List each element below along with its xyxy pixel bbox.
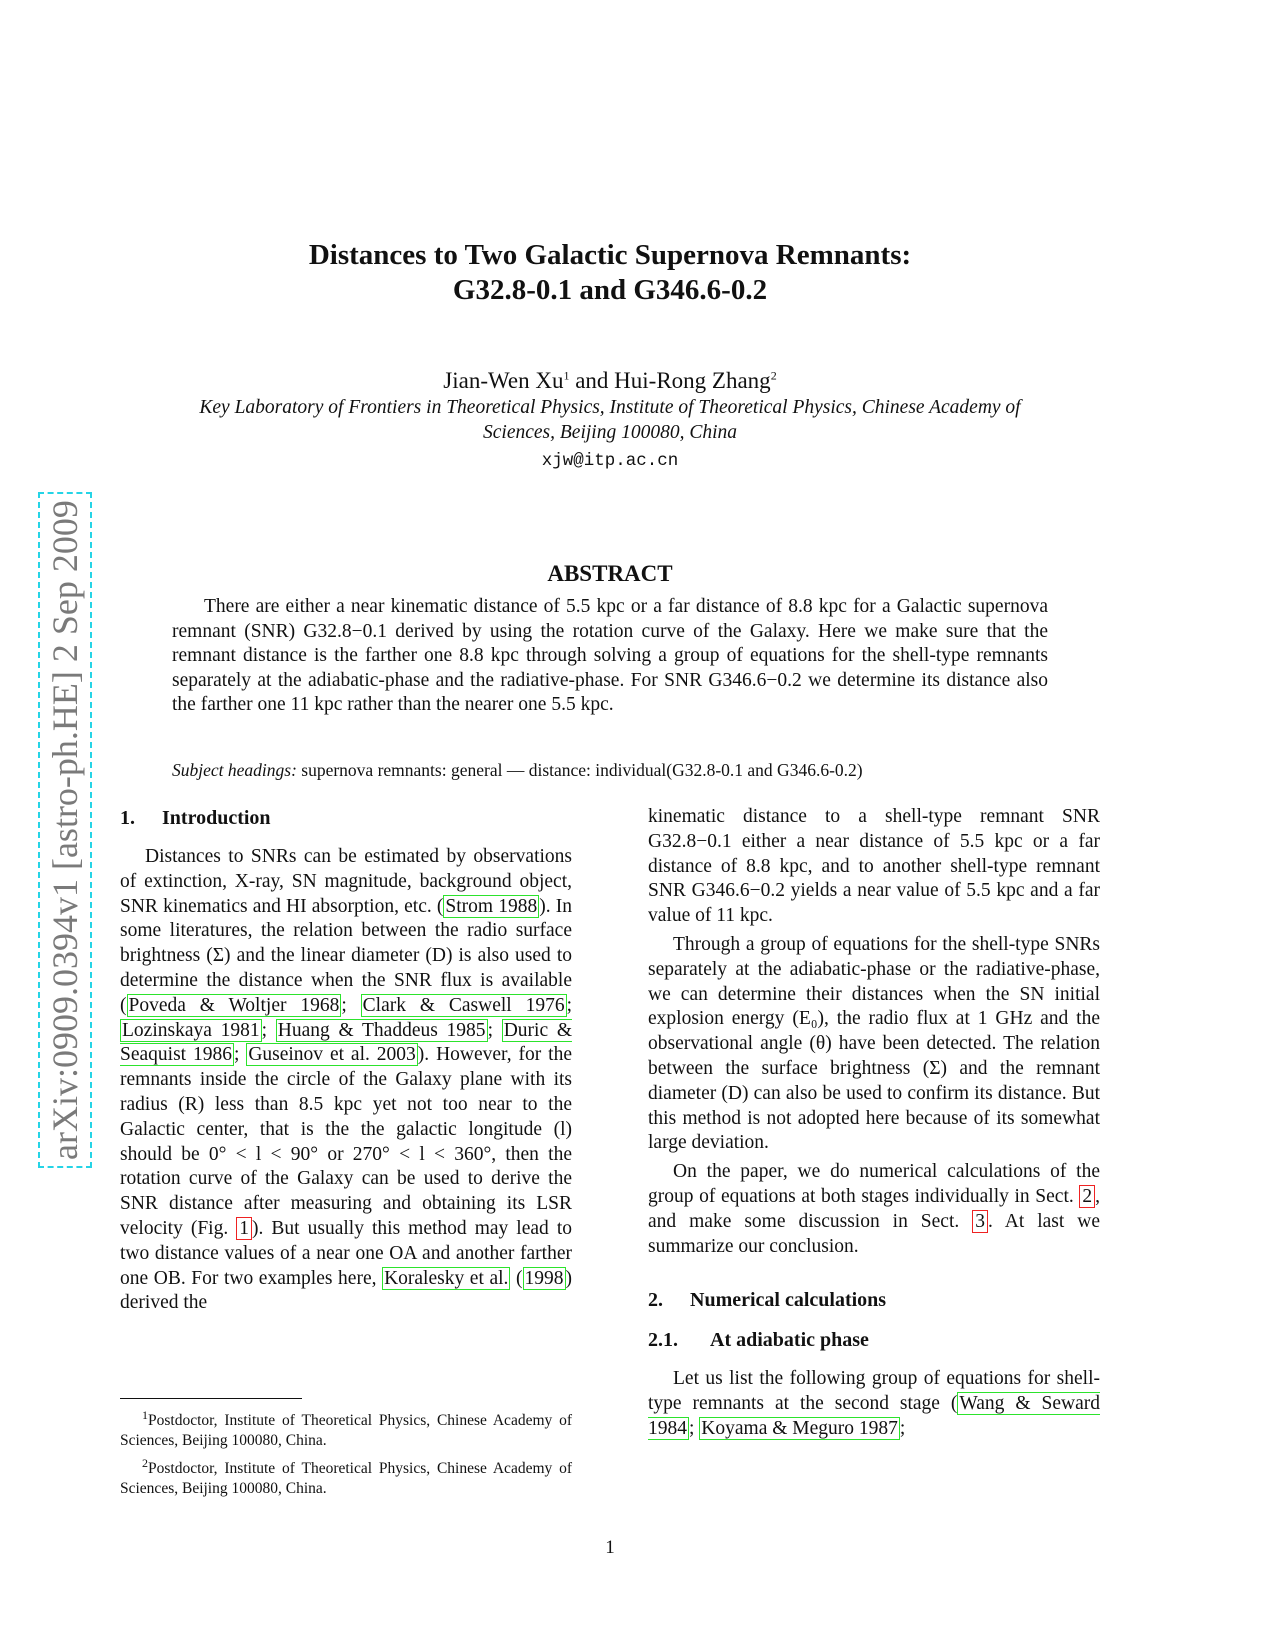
author-2-footnote-mark[interactable]: 2 — [770, 368, 777, 383]
section-1-number: 1. — [120, 807, 135, 829]
citation-huang-thaddeus-1985[interactable]: Huang & Thaddeus 1985 — [277, 1019, 486, 1041]
footnote-1 — [120, 1405, 572, 1451]
adiabatic-text: Let us list the following group of equations for shell-type remnants at the second stage ( — [648, 1368, 1100, 1415]
intro-continuation: kinematic distance to a shell-type remnant SNR G32.8−0.1 either a near distance of 5.5 kpc or a far distance of 8.8 kpc, and to another shell-type remnant SNR G346.6−0.2 yields a near value of 5.5 kpc and a far value of 11 kpc. — [648, 806, 1100, 927]
citation-koralesky-authors[interactable]: Koralesky et al. — [384, 1267, 509, 1289]
affiliation-line-2: Sciences, Beijing 100080, China — [483, 422, 737, 443]
outline-text: On the paper, we do numerical calculations of the group of equations at both stages individually in Sect. — [648, 1161, 1100, 1207]
figure-1-ref[interactable]: 1 — [236, 1217, 252, 1240]
subject-headings-text: supernova remnants: general — distance: individual(G32.8-0.1 and G346.6-0.2) — [296, 760, 863, 780]
subsection-2-1-number: 2.1. — [648, 1329, 678, 1352]
outline-text: . At last we summarize our conclusion. — [648, 1210, 1100, 1257]
subsection-2-1-title: At adiabatic phase — [710, 1329, 869, 1352]
section-2-ref[interactable]: 2 — [1079, 1185, 1095, 1208]
section-1-heading — [120, 805, 572, 831]
citation-lozinskaya-1981[interactable]: Lozinskaya 1981 — [122, 1019, 260, 1041]
adiabatic-paragraph — [648, 1367, 1100, 1441]
subject-headings — [172, 760, 1062, 781]
author-1: Jian-Wen Xu — [443, 368, 564, 393]
intro-text: ) derived the — [120, 1267, 572, 1314]
section-2-number: 2. — [648, 1289, 663, 1312]
right-column — [648, 805, 1100, 1442]
citation-poveda-woltjer-1968[interactable]: Poveda & Woltjer 1968 — [128, 994, 340, 1016]
footnote-2-mark: 2 — [142, 1456, 148, 1471]
paper-title — [0, 238, 1220, 308]
author-2: Hui-Rong Zhang — [614, 368, 771, 393]
citation-separator: ; — [487, 1019, 502, 1041]
citation-guseinov-2003[interactable]: Guseinov et al. 2003 — [248, 1044, 416, 1066]
intro-text: Distances to SNRs can be estimated by observations of extinction, X-ray, SN magnitude, background object, SNR kinematics and HI absorption, etc. ( — [120, 846, 572, 917]
left-column — [120, 805, 572, 1316]
footnote-1-mark: 1 — [142, 1408, 148, 1422]
citation-koralesky-1998[interactable]: 1998 — [524, 1267, 564, 1289]
subsection-2-1-heading — [648, 1327, 1100, 1353]
title-line-1: Distances to Two Galactic Supernova Remnants: — [308, 239, 912, 271]
citation-koyama-meguro-1987[interactable]: Koyama & Meguro 1987 — [701, 1417, 898, 1439]
citation-separator: ; — [899, 1417, 906, 1439]
footnote-rule — [120, 1398, 302, 1399]
citation-separator: ; — [261, 1019, 276, 1041]
affiliation — [120, 395, 1100, 445]
arxiv-side-stamp[interactable]: arXiv:0909.0394v1 [astro-ph.HE] 2 Sep 2009 — [38, 492, 92, 1168]
citation-separator: ; — [341, 994, 361, 1016]
intro-text: ). But usually this method may lead to two distance values of a near one OA and another farther one OB. For two examples here, — [120, 1217, 572, 1289]
citation-separator: ; — [233, 1044, 247, 1066]
citation-wang-seward-1984[interactable]: Wang & Seward 1984 — [648, 1393, 1100, 1439]
citation-duric-seaquist-1986[interactable]: Duric & Seaquist 1986 — [120, 1019, 573, 1066]
abstract-text: There are either a near kinematic distance of 5.5 kpc or a far distance of 8.8 kpc for a Galactic supernova remnant (SNR) G32.8−0.1 derived by using the rotation curve of the Galaxy. Here we make sure that the remnant distance is the farther one 8.8 kpc through solving a group of equations for the shell-type remnants separately at the adiabatic-phase and the radiative-phase. For SNR G346.6−0.2 we determine its distance also the farther one 11 kpc rather than the nearer one 5.5 kpc. — [172, 596, 1048, 715]
citation-separator: ; — [566, 994, 572, 1016]
section-2-title: Numerical calculations — [690, 1289, 887, 1312]
section-1-title: Introduction — [162, 807, 271, 829]
outline-paragraph — [648, 1160, 1100, 1259]
author-1-footnote-mark[interactable]: 1 — [563, 368, 570, 383]
citation-strom-1988[interactable]: Strom 1988 — [445, 895, 538, 917]
author-separator: and — [569, 368, 615, 393]
affiliation-line-1: Key Laboratory of Frontiers in Theoretical Physics, Institute of Theoretical Physics, Chinese Academy of — [199, 397, 1021, 418]
intro-text: ). In some literatures, the relation between the radio surface brightness (Σ) and the linear diameter (D) is also used to determine the distance when the SNR flux is available ( — [120, 895, 572, 1016]
method-paragraph: Through a group of equations for the shell-type SNRs separately at the adiabatic-phase or the radiative-phase, we can determine their distances when the SN initial explosion energy (E₀), the radio flux at 1 GHz and the observational angle (θ) have been detected. The relation between the surface brightness (Σ) and the remnant diameter (D) can also be used to confirm its distance. But this method is not adopted here because of its somewhat large deviation. — [648, 933, 1100, 1154]
abstract-heading: ABSTRACT — [547, 561, 673, 586]
section-2-heading — [648, 1287, 1100, 1313]
footnote-1-text: Postdoctor, Institute of Theoretical Physics, Chinese Academy of Sciences, Beijing 100080, China. — [120, 1412, 572, 1450]
footnote-2 — [120, 1453, 572, 1499]
page-number: 1 — [605, 1537, 615, 1558]
author-email: xjw@itp.ac.cn — [541, 451, 679, 471]
intro-text: ). However, for the remnants inside the circle of the Galaxy plane with its radius (R) less than 8.5 kpc yet not too near to the Galactic center, that is the the galactic longitude (l) should be 0° < l < 90° or 270° < l < 360°, then the rotation curve of the Galaxy can be used to derive the SNR distance after measuring and obtaining its LSR velocity (Fig. — [120, 1044, 572, 1239]
section-3-ref[interactable]: 3 — [972, 1210, 988, 1233]
outline-text: , and make some discussion in Sect. — [648, 1185, 1100, 1232]
intro-text: ( — [510, 1267, 523, 1289]
author-list — [0, 368, 1220, 394]
title-line-2: G32.8-0.1 and G346.6-0.2 — [452, 274, 768, 306]
subject-headings-label: Subject headings: — [172, 760, 297, 780]
citation-clark-caswell-1976[interactable]: Clark & Caswell 1976 — [362, 994, 565, 1016]
intro-paragraph — [120, 845, 572, 1316]
footnote-2-text: Postdoctor, Institute of Theoretical Physics, Chinese Academy of Sciences, Beijing 100080, China. — [120, 1460, 572, 1498]
footnotes — [120, 1405, 572, 1501]
citation-separator: ; — [689, 1417, 700, 1439]
